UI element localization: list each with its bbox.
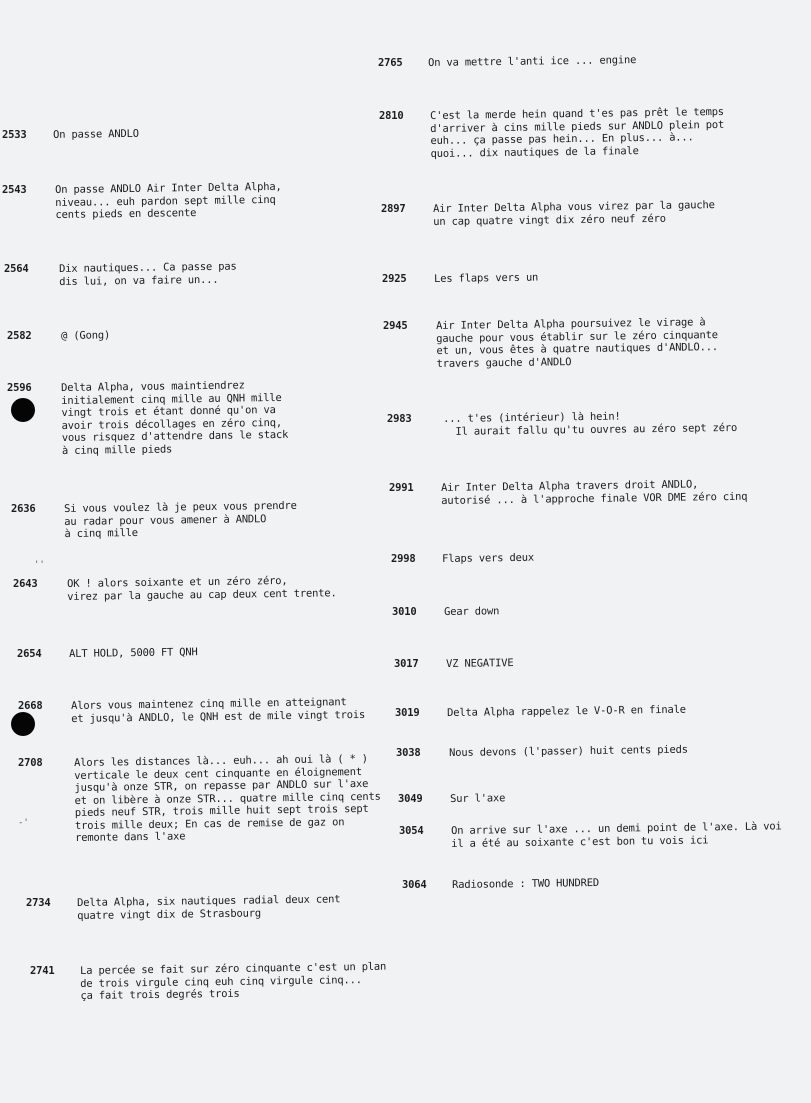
transcript-line: Les flaps vers un <box>434 271 539 285</box>
transcript-line: et jusqu'à ANDLO, le QNH est de mile vingt trois <box>71 708 366 725</box>
transcript-line: vous risquez d'attendre dans le stack <box>61 428 289 444</box>
transcript-line: remonte dans l'axe <box>75 830 186 844</box>
transcript-line: ALT HOLD, 5000 FT QNH <box>69 646 198 660</box>
timestamp: 3064 <box>402 879 427 891</box>
transcript-text <box>442 552 534 566</box>
margin-mark: '' <box>34 560 45 570</box>
transcript-line: avoir trois décollages en zéro cinq, <box>61 416 283 432</box>
transcript-text <box>55 181 282 222</box>
transcript-line: Air Inter Delta Alpha travers droit ANDLO, <box>441 478 699 494</box>
transcript-text <box>59 261 237 288</box>
transcript-line: un cap quatre vingt dix zéro neuf zéro <box>433 212 666 228</box>
transcript-line: d'arriver à cins mille pieds sur ANDLO plein pot <box>430 118 725 135</box>
transcript-text <box>451 820 782 850</box>
transcript-text <box>443 409 737 438</box>
transcript-text <box>446 657 514 670</box>
hole-punch <box>11 398 35 422</box>
timestamp: 2991 <box>389 482 414 494</box>
transcript-text <box>53 128 139 142</box>
transcript-text <box>64 500 297 541</box>
transcript-text <box>436 316 718 370</box>
transcript-line: OK ! alors soixante et un zéro zéro, <box>67 574 288 590</box>
transcript-text <box>447 704 686 720</box>
transcript-text <box>452 877 599 892</box>
timestamp: 2925 <box>382 273 407 285</box>
transcript-text <box>434 272 538 286</box>
timestamp: 2643 <box>13 578 38 590</box>
timestamp: 2533 <box>2 129 27 141</box>
timestamp: 3017 <box>394 658 419 670</box>
timestamp: 2543 <box>2 184 27 196</box>
transcript-line: initialement cinq mille au QNH mille <box>61 391 282 407</box>
transcript-line: Sur l'axe <box>450 792 506 805</box>
transcript-line: Delta Alpha, six nautiques radial deux cent <box>77 893 341 909</box>
transcript-line: Nous devons (l'passer) huit cents pieds <box>449 743 688 759</box>
transcript-line: VZ NEGATIVE <box>446 657 514 670</box>
transcript-line: virez par la gauche au cap deux cent trente. <box>67 586 337 603</box>
transcript-line: pieds neuf STR, trois mille huit sept trois sept <box>74 802 369 819</box>
timestamp: 2897 <box>381 203 406 215</box>
transcript-text <box>428 54 636 69</box>
transcript-text <box>444 605 499 618</box>
transcript-text <box>61 379 289 457</box>
transcript-line: Air Inter Delta Alpha vous virez par la gauche <box>433 199 715 215</box>
timestamp: 3038 <box>396 747 421 759</box>
transcript-line: verticale le deux cent cinquante en éloignement <box>74 765 363 782</box>
transcript-line: La percée se fait sur zéro cinquante c'est un plan <box>80 960 387 977</box>
transcript-line: cents pieds en descente <box>55 207 197 221</box>
timestamp: 2636 <box>11 503 36 515</box>
transcript-line: au radar pour vous amener à ANDLO <box>64 512 267 528</box>
transcript-line: Il aurait fallu qu'tu ouvres au zéro sept zéro <box>443 421 738 438</box>
transcript-line: à cinq mille <box>64 526 138 540</box>
transcript-text <box>430 106 725 160</box>
timestamp: 2564 <box>4 263 29 275</box>
transcript-line: et un, vous êtes à quatre nautiques d'ANDLO... <box>436 341 719 357</box>
transcript-line: Gear down <box>444 605 500 618</box>
transcript-text <box>441 478 747 507</box>
transcript-line: On arrive sur l'axe ... un demi point de l'axe. Là voi <box>451 820 782 837</box>
timestamp: 2596 <box>7 382 32 394</box>
transcript-line: On passe ANDLO <box>53 127 139 141</box>
transcript-line: trois mille deux; En cas de remise de gaz on <box>74 815 345 832</box>
transcript-text <box>80 961 387 1003</box>
transcript-line: ça fait trois degrés trois <box>80 987 240 1002</box>
transcript-text <box>69 646 198 660</box>
timestamp: 2734 <box>26 897 51 909</box>
transcript-line: Air Inter Delta Alpha poursuivez le virage à <box>436 316 706 332</box>
transcript-line: gauche pour vous établir sur le zéro cinquante <box>436 328 718 345</box>
timestamp: 2983 <box>387 413 412 425</box>
transcript-line: Delta Alpha rappelez le V-O-R en finale <box>447 703 686 719</box>
transcript-text <box>67 574 337 603</box>
transcript-line: Flaps vers deux <box>442 551 534 565</box>
timestamp: 3049 <box>398 793 423 805</box>
transcript-text <box>71 696 365 725</box>
transcript-text <box>61 329 110 342</box>
transcript-line: autorisé ... à l'approche finale VOR DME zéro cinq <box>441 490 748 507</box>
transcript-text <box>74 753 381 845</box>
timestamp: 3019 <box>395 707 420 719</box>
transcript-line: ... t'es (intérieur) là hein! <box>443 410 621 425</box>
timestamp: 2741 <box>30 965 55 977</box>
transcript-line: quatre vingt dix de Strasbourg <box>77 906 261 922</box>
transcript-line: jusqu'à onze STR, on repasse par ANDLO sur l'axe <box>74 777 369 794</box>
transcript-line: Alors vous maintenez cinq mille en atteignant <box>71 696 347 712</box>
transcript-line: Alors les distances là... euh... ah oui là ( * ) <box>74 752 368 769</box>
transcript-text <box>433 199 715 228</box>
hole-punch <box>11 712 35 736</box>
transcript-text <box>449 744 688 760</box>
transcript-line: travers gauche d'ANDLO <box>436 355 572 370</box>
timestamp: 2945 <box>383 320 408 332</box>
timestamp: 3054 <box>399 825 424 837</box>
timestamp: 2998 <box>391 553 416 565</box>
transcript-text <box>77 893 341 922</box>
transcript-line: niveau... euh pardon sept mille cinq <box>55 193 276 209</box>
transcript-line: il a été au soixante c'est bon tu vois ici <box>451 833 709 850</box>
transcript-line: à cinq mille pieds <box>61 442 173 457</box>
timestamp: 2582 <box>7 330 32 342</box>
transcript-line: C'est la merde hein quand t'es pas prêt le temps <box>430 105 724 122</box>
transcript-line: euh... ça passe pas hein... En plus... à... <box>430 131 694 147</box>
transcript-line: quoi... dix nautiques de la finale <box>430 144 639 160</box>
transcript-line: Radiosonde : TWO HUNDRED <box>452 876 600 891</box>
transcript-line: @ (Gong) <box>61 329 111 342</box>
timestamp: 2810 <box>379 110 404 122</box>
transcript-line: vingt trois et étant donné qu'on va <box>61 404 276 419</box>
transcript-line: Delta Alpha, vous maintiendrez <box>61 379 245 394</box>
timestamp: 2654 <box>17 648 42 660</box>
timestamp: 3010 <box>392 606 417 618</box>
transcript-line: Si vous voulez là je peux vous prendre <box>64 499 297 515</box>
timestamp: 2708 <box>18 757 43 769</box>
transcript-line: dis lui, on va faire un... <box>59 273 219 288</box>
transcript-line: On va mettre l'anti ice ... engine <box>428 54 637 69</box>
transcript-line: et on libère à onze STR... quatre mille cinq cents <box>74 790 381 807</box>
transcript-line: de trois virgule cinq euh cinq virgule cinq... <box>80 973 362 990</box>
timestamp: 2765 <box>378 57 403 69</box>
margin-mark: -' <box>18 818 29 828</box>
transcript-text <box>450 792 505 805</box>
transcript-line: Dix nautiques... Ca passe pas <box>59 260 237 275</box>
transcript-line: On passe ANDLO Air Inter Delta Alpha, <box>55 180 282 196</box>
timestamp: 2668 <box>18 700 43 712</box>
